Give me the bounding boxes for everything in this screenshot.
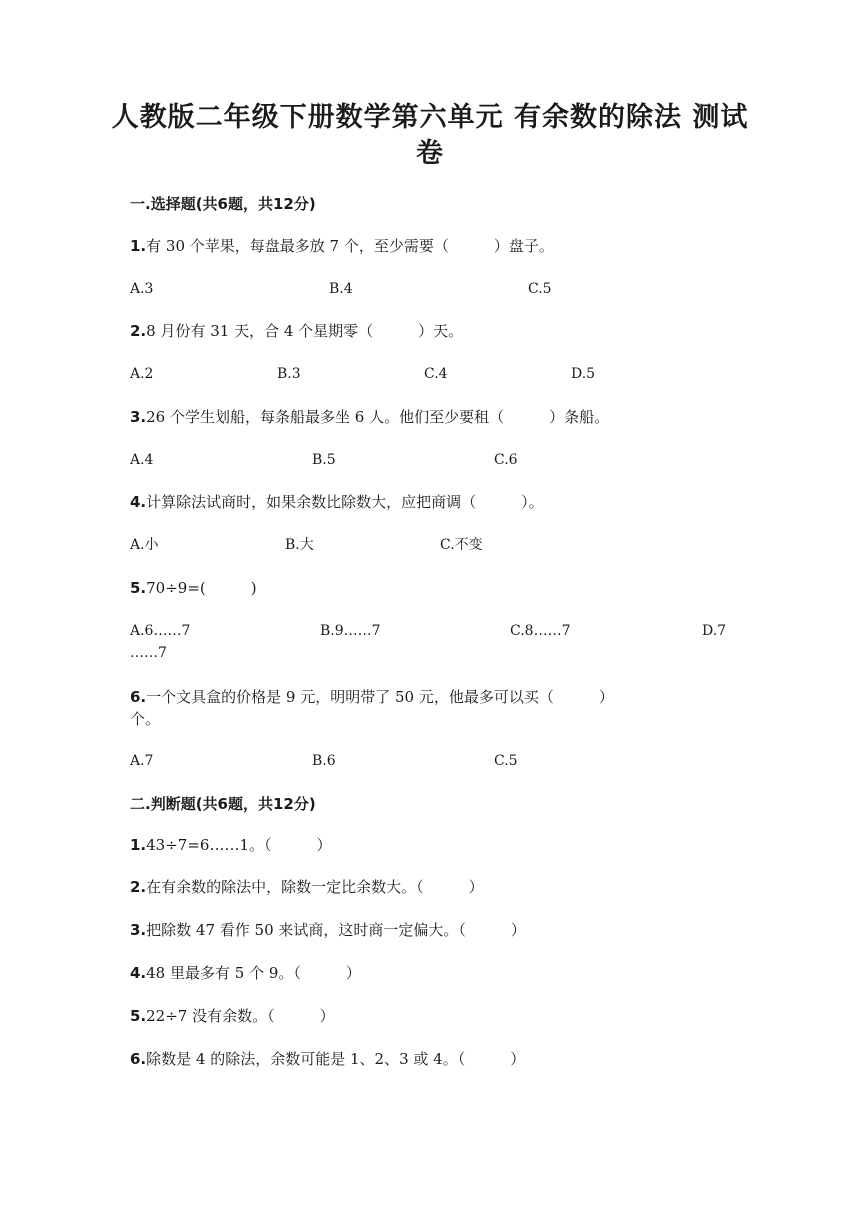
question-number: 3.: [130, 408, 147, 426]
question-number: 5.: [130, 1007, 147, 1025]
section-heading-judge: 二.判断题(共6题，共12分): [130, 795, 316, 813]
question-text: 70÷9=( ): [146, 579, 257, 597]
option-b: B.4: [329, 281, 353, 297]
option-a: A.小: [130, 537, 159, 553]
page-title: 人教版二年级下册数学第六单元 有余数的除法 测试卷: [111, 102, 749, 169]
question-number: 6.: [130, 688, 147, 706]
question-number: 1.: [130, 836, 147, 854]
option-a: A.2: [130, 366, 154, 382]
option-b: B.9……7: [320, 623, 381, 639]
section-heading-choice: 一.选择题(共6题，共12分): [130, 195, 316, 213]
option-a: A.6……7: [130, 623, 191, 639]
question-number: 1.: [130, 237, 147, 255]
option-c: C.5: [528, 281, 552, 297]
choice-question-5: [130, 575, 730, 601]
option-c: C.8……7: [510, 623, 571, 639]
option-b: B.5: [312, 452, 336, 468]
option-c: C.6: [494, 452, 518, 468]
judge-question-2: [130, 874, 730, 900]
question-number: 3.: [130, 921, 147, 939]
question-number: 4.: [130, 493, 147, 511]
option-d-continuation: ……7: [130, 645, 167, 661]
question-text: 26 个学生划船，每条船最多坐 6 人。他们至少要租（ ）条船。: [146, 408, 610, 426]
choice-question-2: [130, 318, 730, 344]
question-text: 43÷7=6……1。（ ）: [146, 836, 332, 854]
judge-question-1: [130, 832, 730, 858]
judge-question-3: [130, 917, 730, 943]
question-number: 4.: [130, 964, 147, 982]
question-number: 2.: [130, 322, 147, 340]
question-text: 在有余数的除法中，除数一定比余数大。（ ）: [146, 878, 484, 896]
question-number: 6.: [130, 1050, 147, 1068]
question-text: 把除数 47 看作 50 来试商，这时商一定偏大。（ ）: [146, 921, 526, 939]
option-c: C.4: [424, 366, 448, 382]
option-d: D.5: [571, 366, 596, 382]
option-b: B.大: [285, 537, 314, 553]
choice-question-1: [130, 233, 730, 259]
option-a: A.4: [130, 452, 154, 468]
option-a: A.7: [130, 753, 154, 769]
judge-question-4: [130, 960, 730, 986]
option-d: D.7: [702, 623, 727, 639]
choice-question-4: [130, 489, 730, 515]
question-text: 除数是 4 的除法，余数可能是 1、2、3 或 4。（ ）: [146, 1050, 526, 1068]
question-text: 8 月份有 31 天，合 4 个星期零（ ）天。: [146, 322, 464, 340]
judge-question-5: [130, 1003, 730, 1029]
question-text: 22÷7 没有余数。（ ）: [146, 1007, 335, 1025]
option-b: B.3: [277, 366, 301, 382]
question-number: 2.: [130, 878, 147, 896]
question-text: 有 30 个苹果，每盘最多放 7 个，至少需要（ ）盘子。: [146, 237, 554, 255]
question-number: 5.: [130, 579, 147, 597]
option-c: C.5: [494, 753, 518, 769]
question-text: 计算除法试商时，如果余数比除数大，应把商调（ ）。: [146, 493, 544, 511]
option-b: B.6: [312, 753, 336, 769]
option-a: A.3: [130, 281, 154, 297]
judge-question-6: [130, 1046, 730, 1072]
choice-question-6-line2: 个。: [130, 710, 161, 728]
question-text: 一个文具盒的价格是 9 元，明明带了 50 元，他最多可以买（ ）: [146, 688, 614, 706]
question-text: 48 里最多有 5 个 9。（ ）: [146, 964, 361, 982]
choice-question-3: [130, 404, 730, 430]
option-c: C.不变: [440, 537, 483, 553]
